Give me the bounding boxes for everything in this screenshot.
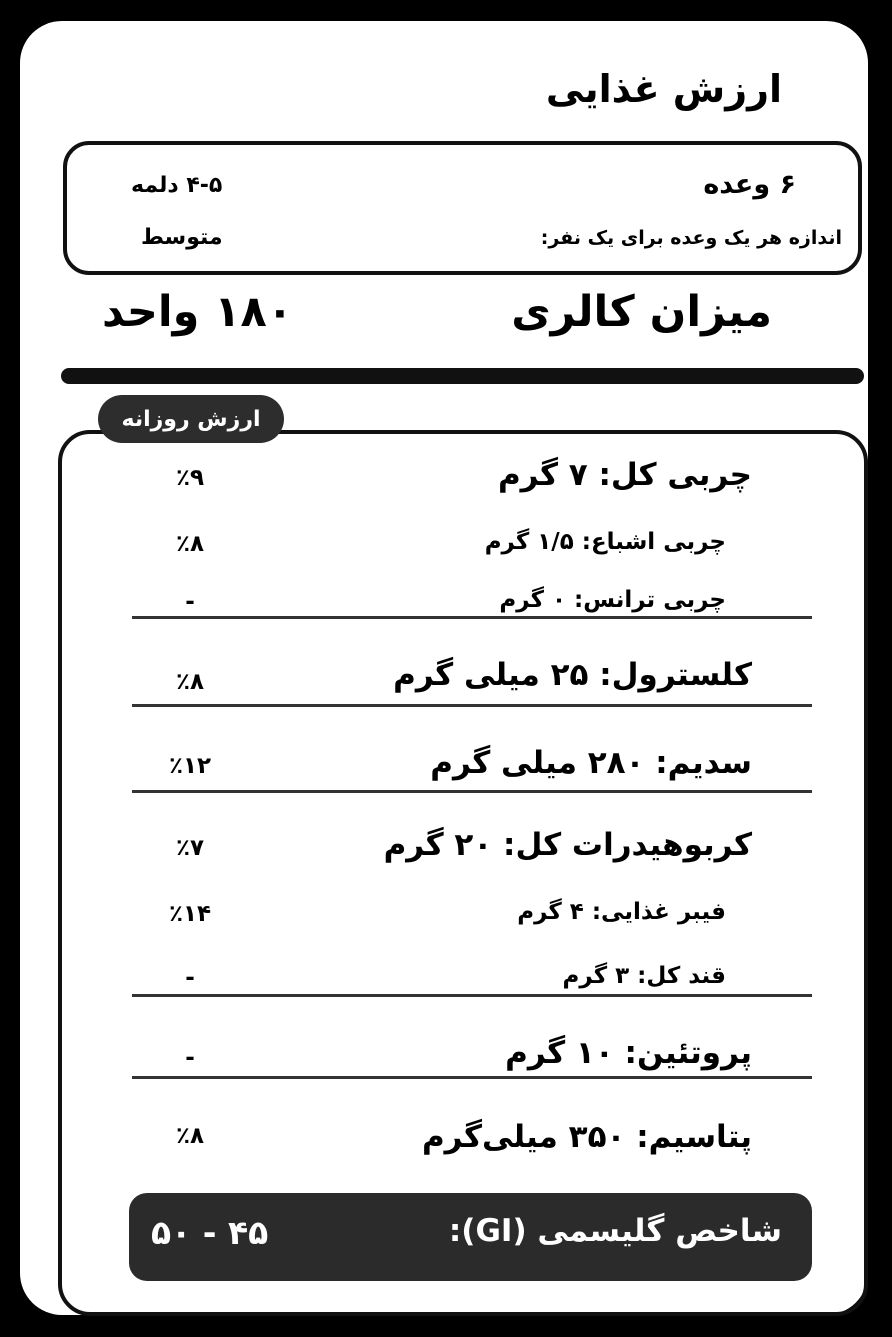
dolmeh-per-serving: ۴-۵ دلمه bbox=[131, 173, 223, 198]
protein-percent: - bbox=[185, 1045, 195, 1071]
sodium-label: سدیم: ۲۸۰ میلی گرم bbox=[430, 745, 752, 781]
serving-info-box bbox=[63, 141, 862, 275]
row-divider bbox=[132, 790, 812, 793]
total-carbs-percent: ٪۷ bbox=[175, 835, 205, 861]
potassium-label: پتاسیم: ۳۵۰ میلی‌گرم bbox=[421, 1119, 752, 1155]
total-fat-percent: ٪۹ bbox=[175, 465, 205, 491]
serving-size-label: اندازه هر یک وعده برای یک نفر: bbox=[540, 227, 842, 249]
serving-size-value: متوسط bbox=[141, 225, 223, 250]
saturated-fat-percent: ٪۸ bbox=[175, 531, 205, 557]
row-divider bbox=[132, 994, 812, 997]
calorie-label: میزان کالری bbox=[511, 287, 772, 337]
row-divider bbox=[132, 1076, 812, 1079]
daily-value-tag: ارزش روزانه bbox=[98, 395, 284, 443]
cholesterol-label: کلسترول: ۲۵ میلی گرم bbox=[393, 657, 752, 693]
glycemic-index-label: شاخص گلیسمی (GI): bbox=[448, 1213, 782, 1249]
trans-fat-label: چربی ترانس: ۰ گرم bbox=[499, 587, 726, 613]
fiber-percent: ٪۱۴ bbox=[168, 901, 212, 927]
nutrition-facts-card bbox=[20, 21, 868, 1315]
glycemic-index-value: ۴۵ - ۵۰ bbox=[151, 1213, 269, 1252]
trans-fat-percent: - bbox=[185, 589, 195, 615]
calorie-value: ۱۸۰ واحد bbox=[102, 287, 294, 337]
row-divider bbox=[132, 616, 812, 619]
section-divider bbox=[61, 368, 864, 384]
cholesterol-percent: ٪۸ bbox=[175, 669, 205, 695]
sodium-percent: ٪۱۲ bbox=[168, 753, 212, 779]
total-fat-label: چربی کل: ۷ گرم bbox=[497, 457, 752, 493]
nutrients-panel bbox=[58, 430, 868, 1316]
glycemic-index-bar bbox=[129, 1193, 812, 1281]
fiber-label: فیبر غذایی: ۴ گرم bbox=[517, 899, 726, 925]
potassium-percent: ٪۸ bbox=[175, 1123, 205, 1149]
sugar-label: قند کل: ۳ گرم bbox=[562, 963, 726, 989]
saturated-fat-label: چربی اشباع: ۱/۵ گرم bbox=[484, 529, 726, 555]
sugar-percent: - bbox=[185, 965, 195, 991]
total-carbs-label: کربوهیدرات کل: ۲۰ گرم bbox=[383, 827, 752, 863]
row-divider bbox=[132, 704, 812, 707]
page-title: ارزش غذایی bbox=[545, 67, 782, 111]
protein-label: پروتئین: ۱۰ گرم bbox=[505, 1035, 752, 1071]
servings-count: ۶ وعده bbox=[703, 169, 796, 200]
